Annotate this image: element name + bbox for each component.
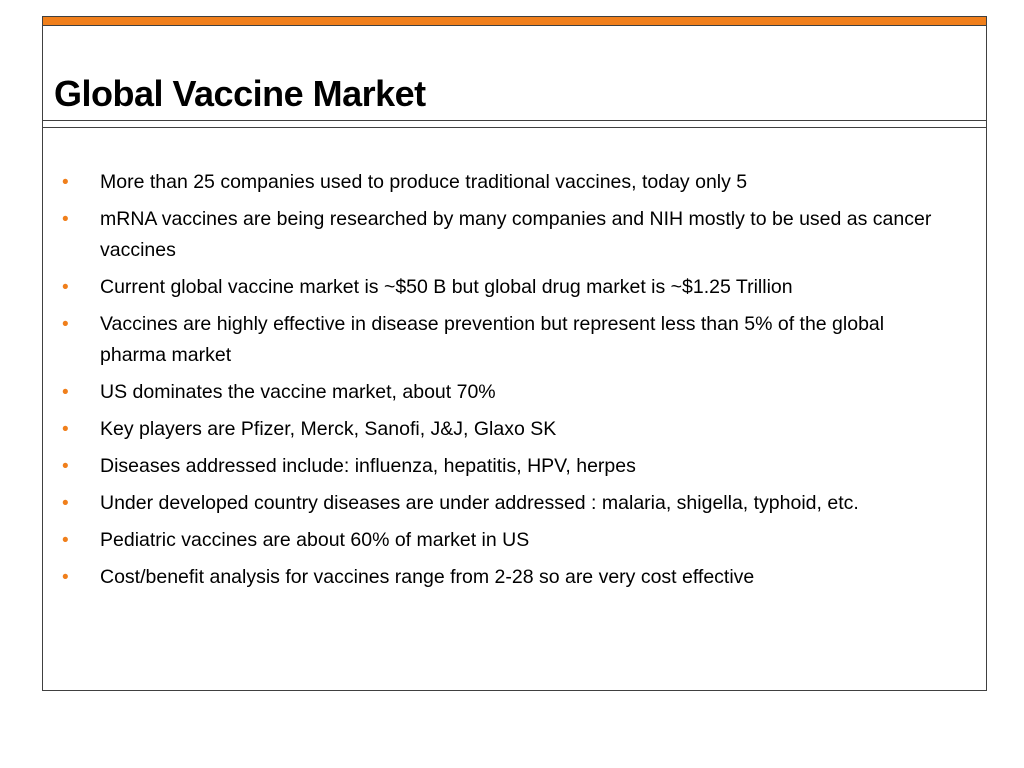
bullet-item <box>43 414 943 445</box>
accent-bar <box>43 17 986 26</box>
bullet-text: Under developed country diseases are under addressed : malaria, shigella, typhoid, etc. <box>100 492 859 514</box>
bullet-dot-icon: • <box>62 314 69 335</box>
bullet-dot-icon: • <box>62 493 69 514</box>
bullet-text: Key players are Pfizer, Merck, Sanofi, J&J, Glaxo SK <box>100 418 557 440</box>
bullet-item <box>43 204 943 266</box>
bullet-item <box>43 309 943 371</box>
bullet-text: Pediatric vaccines are about 60% of market in US <box>100 529 530 551</box>
bullet-text: US dominates the vaccine market, about 70% <box>100 381 496 403</box>
bullet-text: Vaccines are highly effective in disease prevention but represent less than 5% of the global pharma market <box>100 313 885 366</box>
bullet-dot-icon: • <box>62 456 69 477</box>
bullet-item <box>43 167 943 198</box>
bullet-list <box>43 167 943 599</box>
bullet-text: Current global vaccine market is ~$50 B but global drug market is ~$1.25 Trillion <box>100 276 793 298</box>
title-divider-bottom <box>43 127 986 128</box>
bullet-item <box>43 272 943 303</box>
bullet-item <box>43 488 943 519</box>
bullet-item <box>43 562 943 593</box>
bullet-text: Cost/benefit analysis for vaccines range from 2-28 so are very cost effective <box>100 566 755 588</box>
slide <box>42 16 987 691</box>
bullet-item <box>43 451 943 482</box>
bullet-text: Diseases addressed include: influenza, hepatitis, HPV, herpes <box>100 455 636 477</box>
bullet-dot-icon: • <box>62 419 69 440</box>
bullet-text: More than 25 companies used to produce traditional vaccines, today only 5 <box>100 171 748 193</box>
bullet-dot-icon: • <box>62 209 69 230</box>
bullet-dot-icon: • <box>62 382 69 403</box>
bullet-dot-icon: • <box>62 172 69 193</box>
title-divider-top <box>43 120 986 121</box>
bullet-item <box>43 377 943 408</box>
bullet-dot-icon: • <box>62 277 69 298</box>
bullet-text: mRNA vaccines are being researched by many companies and NIH mostly to be used as cancer vaccines <box>100 208 932 261</box>
bullet-item <box>43 525 943 556</box>
slide-title: Global Vaccine Market <box>54 73 426 114</box>
bullet-dot-icon: • <box>62 530 69 551</box>
bullet-dot-icon: • <box>62 567 69 588</box>
